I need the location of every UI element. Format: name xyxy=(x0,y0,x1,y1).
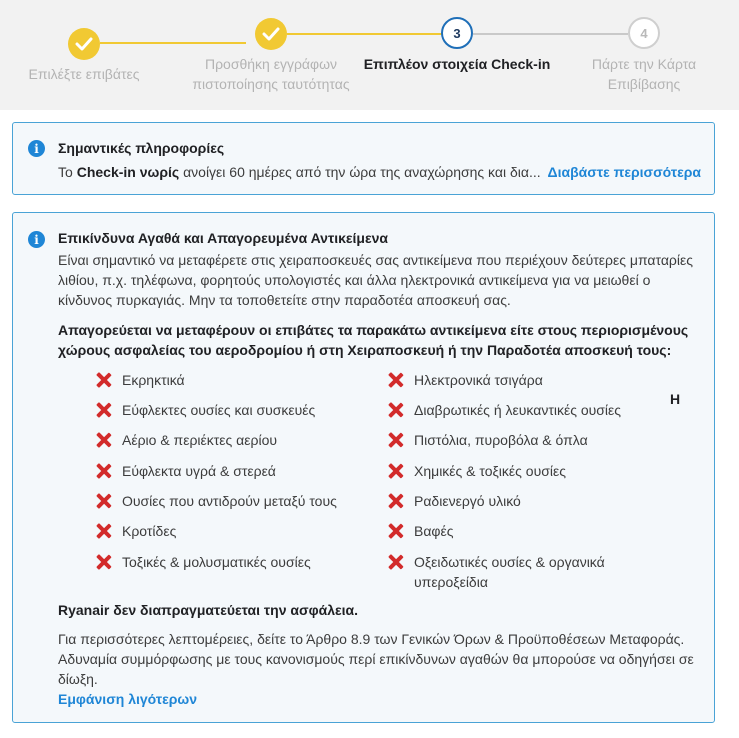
stray-letter: Η xyxy=(670,391,681,407)
prohibited-x-icon xyxy=(388,523,404,539)
show-less-link[interactable]: Εμφάνιση λιγότερων xyxy=(58,691,198,707)
prohibited-item-label: Εύφλεκτες ουσίες και συσκευές xyxy=(122,402,316,418)
step-2-label: Προσθήκη εγγράφων πιστοποίησης ταυτότητας xyxy=(192,56,350,92)
step-3-label: Επιπλέον στοιχεία Check-in xyxy=(363,56,551,72)
step-connector-2 xyxy=(287,33,442,35)
prohibited-item xyxy=(96,552,366,572)
prohibited-x-icon xyxy=(96,372,112,388)
prohibited-item xyxy=(388,552,638,592)
prohibited-item-label: Πιστόλια, πυροβόλα & όπλα xyxy=(414,432,588,448)
prohibited-item-label: Ουσίες που αντιδρούν μεταξύ τους xyxy=(122,493,337,509)
important-info-text xyxy=(58,162,701,182)
read-more-link[interactable]: Διαβάστε περισσότερα xyxy=(547,164,702,180)
info-icon: i xyxy=(28,231,45,248)
prohibited-item-label: Ραδιενεργό υλικό xyxy=(414,493,521,509)
prohibited-x-icon xyxy=(388,463,404,479)
step-4-number: 4 xyxy=(628,17,660,49)
dangerous-goods-box xyxy=(12,212,715,723)
prohibited-item-label: Εκρηκτικά xyxy=(122,372,185,388)
dangerous-goods-details: Για περισσότερες λεπτομέρειες, δείτε το Άρθρο 8.9 των Γενικών Όρων & Προϋποθέσεων Μεταφοράς. Αδυναμία συμμόρφωσης με τους κανονισμούς περί επικίνδυνων αγαθών θα μπορούσε να οδηγήσει σε δίωξη. xyxy=(58,631,694,687)
prohibited-item-label: Τοξικές & μολυσματικές ουσίες xyxy=(122,554,311,570)
prohibited-x-icon xyxy=(96,402,112,418)
dangerous-goods-title: Επικίνδυνα Αγαθά και Απαγορευμένα Αντικείμενα xyxy=(58,230,389,246)
step-1-check-icon xyxy=(68,28,100,60)
prohibited-heading: Απαγορεύεται να μεταφέρουν οι επιβάτες τα παρακάτω αντικείμενα είτε στους περιορισμένους χώρους ασφαλείας του αεροδρομίου ή στη Χειραποσκευή ή την Παραδοτέα αποσκευή τους: xyxy=(58,322,689,358)
prohibited-item xyxy=(96,400,366,420)
step-4-label: Πάρτε την Κάρτα Επιβίβασης xyxy=(591,56,697,92)
prohibited-item xyxy=(388,400,658,420)
prohibited-x-icon xyxy=(388,493,404,509)
step-2-check-icon xyxy=(255,18,287,50)
important-info-prefix: Το xyxy=(58,164,73,180)
prohibited-item xyxy=(388,370,658,390)
prohibited-x-icon xyxy=(96,432,112,448)
prohibited-item xyxy=(96,491,386,511)
dangerous-goods-intro: Είναι σημαντικό να μεταφέρετε στις χειραποσκευές σας αντικείμενα που περιέχουν δεύτερες μπαταρίες λιθίου, π.χ. τηλέφωνα, φορητούς υπολογιστές και άλλα ηλεκτρονικά αντικείμενα για να μειωθεί ο κίνδυνος πυρκαγιάς. Μην τα τοποθετείτε στην παραδοτέα αποσκευή σας. xyxy=(58,252,693,308)
important-info-rest: ανοίγει 60 ημέρες από την ώρα της αναχώρησης και δια... xyxy=(183,164,541,180)
prohibited-item xyxy=(96,430,366,450)
prohibited-x-icon xyxy=(388,402,404,418)
step-connector-1 xyxy=(100,42,246,44)
prohibited-item xyxy=(388,461,658,481)
prohibited-item-label: Ηλεκτρονικά τσιγάρα xyxy=(414,372,543,388)
prohibited-item xyxy=(388,430,658,450)
prohibited-x-icon xyxy=(96,554,112,570)
prohibited-x-icon xyxy=(388,372,404,388)
safety-note: Ryanair δεν διαπραγματεύεται την ασφάλεια. xyxy=(58,602,359,618)
prohibited-item-label: Κροτίδες xyxy=(122,523,177,539)
important-info-title: Σημαντικές πληροφορίες xyxy=(58,140,225,156)
step-1-label: Επιλέξτε επιβάτες xyxy=(28,66,140,82)
early-check-in-label: Check-in νωρίς xyxy=(76,164,180,180)
check-in-stepper xyxy=(0,0,739,110)
info-icon: i xyxy=(28,140,45,157)
prohibited-item xyxy=(388,491,658,511)
prohibited-item xyxy=(96,370,366,390)
prohibited-item xyxy=(96,461,366,481)
prohibited-x-icon xyxy=(388,554,404,570)
prohibited-item-label: Οξειδωτικές ουσίες & οργανικά υπεροξείδια xyxy=(414,554,605,590)
prohibited-item-label: Χημικές & τοξικές ουσίες xyxy=(414,463,566,479)
prohibited-item-label: Εύφλεκτα υγρά & στερεά xyxy=(122,463,276,479)
step-3-number: 3 xyxy=(441,17,473,49)
prohibited-item-label: Βαφές xyxy=(414,523,454,539)
prohibited-item xyxy=(388,521,658,541)
prohibited-item-label: Διαβρωτικές ή λευκαντικές ουσίες xyxy=(414,402,622,418)
step-connector-3 xyxy=(473,33,628,35)
prohibited-x-icon xyxy=(96,523,112,539)
prohibited-item-label: Αέριο & περιέκτες αερίου xyxy=(122,432,278,448)
prohibited-x-icon xyxy=(388,432,404,448)
prohibited-x-icon xyxy=(96,493,112,509)
prohibited-x-icon xyxy=(96,463,112,479)
prohibited-item xyxy=(96,521,366,541)
important-info-box xyxy=(12,122,715,195)
